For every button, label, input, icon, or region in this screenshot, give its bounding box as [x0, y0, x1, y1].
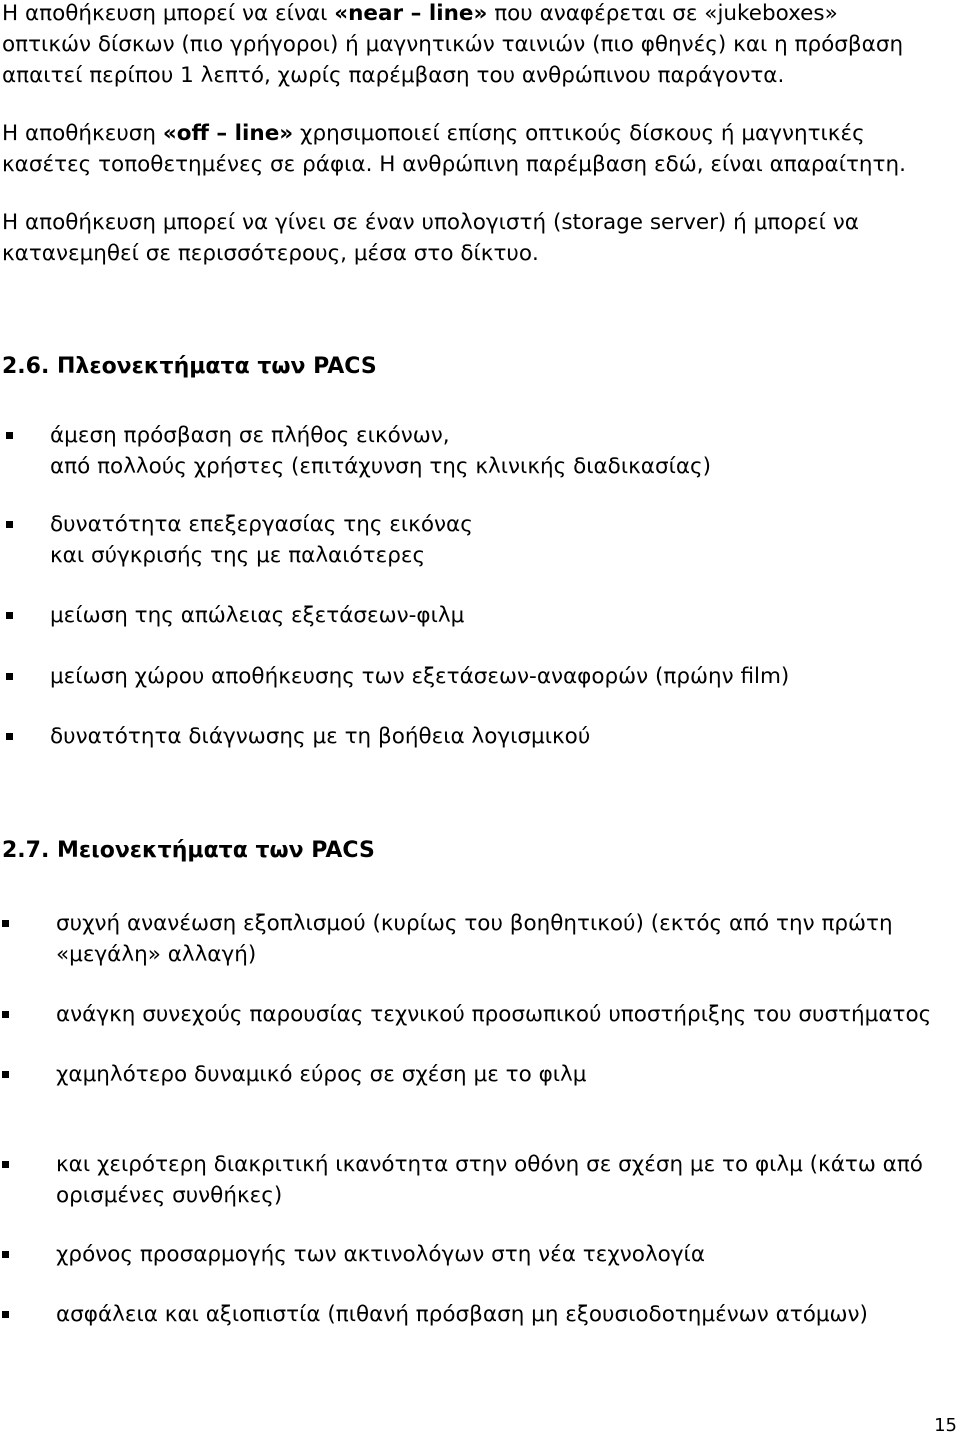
- paragraph-line: κατανεμηθεί σε περισσότερους, μέσα στο δίκτυο.: [2, 241, 539, 266]
- paragraph-line: Η αποθήκευση μπορεί να γίνει σε έναν υπολογιστή (storage server) ή μπορεί να: [2, 210, 859, 235]
- square-bullet-icon: [2, 1071, 9, 1078]
- list-item-text: [56, 999, 931, 1030]
- square-bullet-icon: [2, 1161, 9, 1168]
- list-item-line: χαμηλότερο δυναμικό εύρος σε σχέση με το φιλμ: [56, 1062, 587, 1087]
- paragraph-line: οπτικών δίσκων (πιο γρήγοροι) ή μαγνητικών ταινιών (πιο φθηνές) και η πρόσβαση: [2, 32, 904, 57]
- square-bullet-icon: [2, 1011, 9, 1018]
- square-bullet-icon: [6, 432, 13, 439]
- list-item-text: [56, 1299, 868, 1330]
- list-item-line: «μεγάλη» αλλαγή): [56, 942, 257, 967]
- paragraph-off-line: [2, 118, 906, 180]
- list-item-line: δυνατότητα διάγνωσης με τη βοήθεια λογισμικού: [50, 724, 591, 749]
- text-run: χρησιμοποιεί επίσης οπτικούς δίσκους ή μαγνητικές: [293, 121, 865, 146]
- list-item-line: ορισμένες συνθήκες): [56, 1183, 283, 1208]
- square-bullet-icon: [2, 920, 9, 927]
- list-item-text: [50, 600, 464, 631]
- list-item-line: συχνή ανανέωση εξοπλισμού (κυρίως του βοηθητικού) (εκτός από την πρώτη: [56, 911, 893, 936]
- square-bullet-icon: [6, 673, 13, 680]
- list-item-text: [50, 661, 789, 692]
- bold-term: «near – line»: [334, 1, 488, 26]
- page-number: 15: [934, 1415, 957, 1436]
- bold-term: «off – line»: [162, 121, 294, 146]
- list-item-text: [56, 908, 893, 970]
- text-run: Η αποθήκευση: [2, 121, 163, 146]
- paragraph-near-line: [2, 0, 903, 91]
- list-item-text: [50, 509, 473, 571]
- list-item-text: [50, 721, 590, 752]
- text-run: που αναφέρεται σε «jukeboxes»: [487, 1, 838, 26]
- list-item-line: από πολλούς χρήστες (επιτάχυνση της κλινικής διαδικασίας): [50, 454, 712, 479]
- paragraph-line: απαιτεί περίπου 1 λεπτό, χωρίς παρέμβαση του ανθρώπινου παράγοντα.: [2, 63, 785, 88]
- list-item-line: μείωση της απώλειας εξετάσεων-φιλμ: [50, 603, 465, 628]
- square-bullet-icon: [6, 733, 13, 740]
- list-item-line: και χειρότερη διακριτική ικανότητα στην οθόνη σε σχέση με το φιλμ (κάτω από: [56, 1152, 923, 1177]
- list-item-text: [56, 1059, 586, 1090]
- section-heading-advantages: 2.6. Πλεονεκτήματα των PACS: [2, 354, 377, 379]
- list-item-text: [50, 420, 711, 482]
- square-bullet-icon: [6, 521, 13, 528]
- square-bullet-icon: [2, 1311, 9, 1318]
- list-item-line: ανάγκη συνεχούς παρουσίας τεχνικού προσωπικού υποστήριξης του συστήματος: [56, 1002, 932, 1027]
- list-item-line: δυνατότητα επεξεργασίας της εικόνας: [50, 512, 473, 537]
- list-item-line: μείωση χώρου αποθήκευσης των εξετάσεων-αναφορών (πρώην film): [50, 664, 790, 689]
- list-item-line: χρόνος προσαρμογής των ακτινολόγων στη νέα τεχνολογία: [56, 1242, 705, 1267]
- list-item-line: και σύγκρισής της με παλαιότερες: [50, 543, 426, 568]
- paragraph-line: κασέτες τοποθετημένες σε ράφια. Η ανθρώπινη παρέμβαση εδώ, είναι απαραίτητη.: [2, 152, 906, 177]
- paragraph-storage-server: [2, 207, 859, 269]
- section-heading-disadvantages: 2.7. Μειονεκτήματα των PACS: [2, 838, 375, 863]
- list-item-text: [56, 1149, 923, 1211]
- list-item-text: [56, 1239, 705, 1270]
- list-item-line: ασφάλεια και αξιοπιστία (πιθανή πρόσβαση μη εξουσιοδοτημένων ατόμων): [56, 1302, 868, 1327]
- text-run: Η αποθήκευση μπορεί να είναι: [2, 1, 335, 26]
- list-item-line: άμεση πρόσβαση σε πλήθος εικόνων,: [50, 423, 450, 448]
- square-bullet-icon: [2, 1251, 9, 1258]
- paragraph-line: [2, 0, 903, 29]
- paragraph-line: [2, 118, 906, 149]
- square-bullet-icon: [6, 612, 13, 619]
